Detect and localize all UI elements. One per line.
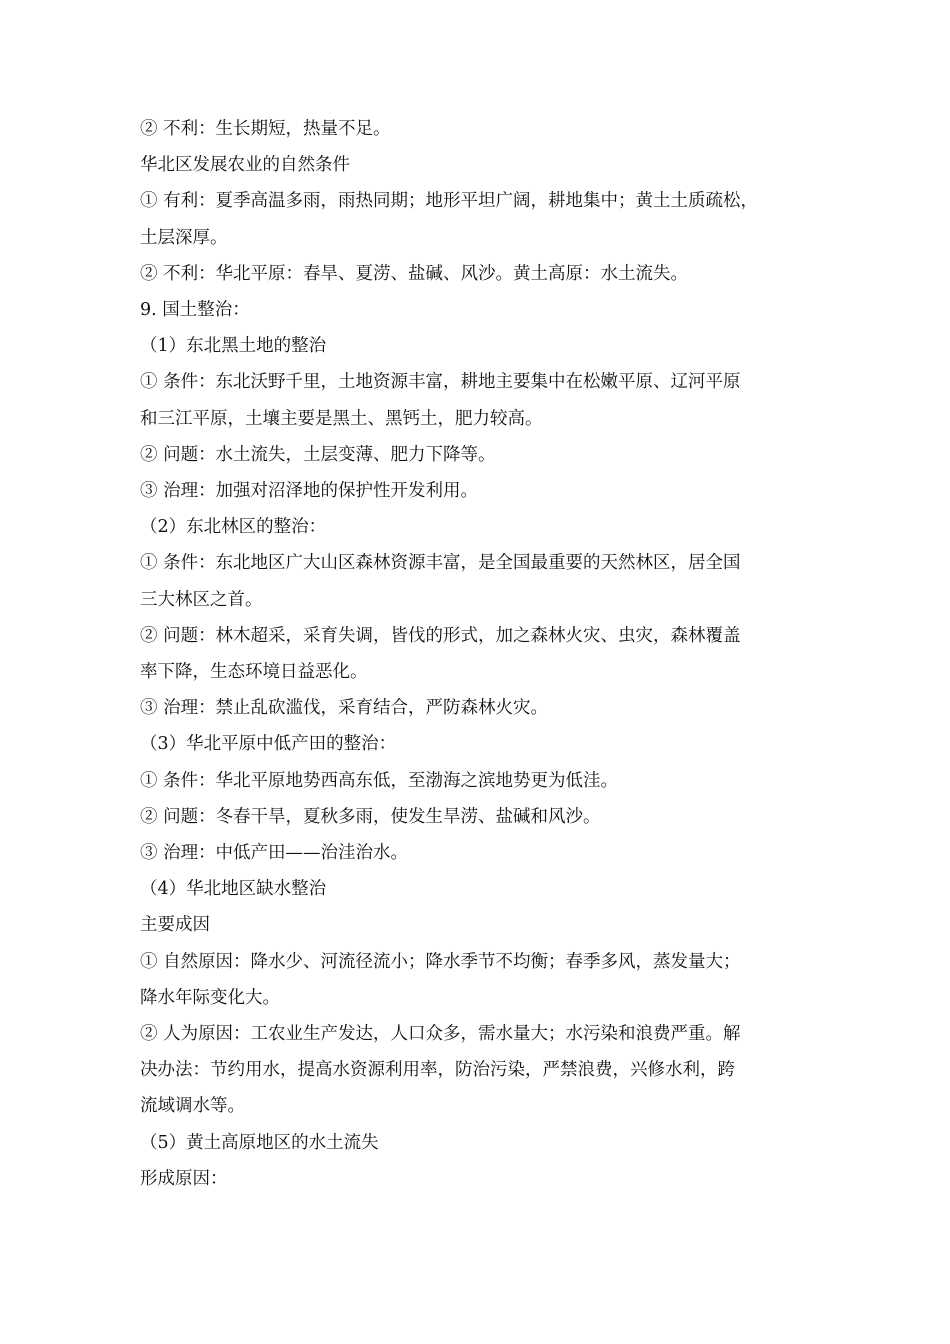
subsection-heading: （4）华北地区缺水整治	[140, 879, 327, 900]
text-line: ① 条件：东北沃野千里，土地资源丰富，耕地主要集中在松嫩平原、辽河平原	[140, 372, 741, 393]
subsection-heading: （5）黄土高原地区的水土流失	[140, 1132, 379, 1153]
text-line: 和三江平原，土壤主要是黑土、黑钙土，肥力较高。	[140, 408, 543, 429]
section-heading: 9. 国土整治：	[140, 300, 250, 321]
text-line: ② 问题：林木超采，采育失调，皆伐的形式，加之森林火灾、虫灾，森林覆盖	[140, 625, 741, 646]
section-heading: 形成原因：	[140, 1168, 228, 1189]
section-heading: 主要成因	[140, 915, 210, 936]
text-line: ③ 治理：禁止乱砍滥伐，采育结合，严防森林火灾。	[140, 698, 549, 719]
text-line: 率下降，生态环境日益恶化。	[140, 662, 368, 683]
text-line: ③ 治理：加强对沼泽地的保护性开发利用。	[140, 481, 479, 502]
text-line: ① 条件：华北平原地势西高东低，至渤海之滨地势更为低洼。	[140, 770, 619, 791]
text-line: ① 条件：东北地区广大山区森林资源丰富，是全国最重要的天然林区，居全国	[140, 553, 741, 574]
text-line: ② 问题：水土流失，土层变薄、肥力下降等。	[140, 444, 496, 465]
text-line: ① 有利：夏季高温多雨，雨热同期；地形平坦广阔，耕地集中；黄土土质疏松，	[140, 191, 759, 212]
subsection-heading: （1）东北黑土地的整治	[140, 336, 327, 357]
text-line: 土层深厚。	[140, 227, 228, 248]
text-line: ② 不利：生长期短，热量不足。	[140, 119, 391, 139]
text-line: ② 问题：冬春干旱，夏秋多雨，使发生旱涝、盐碱和风沙。	[140, 806, 601, 827]
text-line: 决办法：节约用水，提高水资源利用率，防治污染，严禁浪费，兴修水利，跨	[140, 1060, 735, 1081]
subsection-heading: （2）东北林区的整治：	[140, 517, 327, 538]
document-body	[140, 111, 812, 1197]
text-line: ② 人为原因：工农业生产发达，人口众多，需水量大；水污染和浪费严重。解	[140, 1024, 741, 1045]
text-line: 三大林区之首。	[140, 589, 263, 610]
section-heading: 华北区发展农业的自然条件	[140, 155, 350, 176]
subsection-heading: （3）华北平原中低产田的整治：	[140, 734, 397, 755]
text-line: ① 自然原因：降水少、河流径流小；降水季节不均衡；春季多风，蒸发量大；	[140, 951, 741, 972]
text-line: ③ 治理：中低产田——治洼治水。	[140, 843, 409, 864]
text-line: ② 不利：华北平原：春旱、夏涝、盐碱、风沙。黄土高原：水土流失。	[140, 263, 689, 284]
text-line: 降水年际变化大。	[140, 987, 280, 1008]
text-line: 流域调水等。	[140, 1096, 245, 1117]
